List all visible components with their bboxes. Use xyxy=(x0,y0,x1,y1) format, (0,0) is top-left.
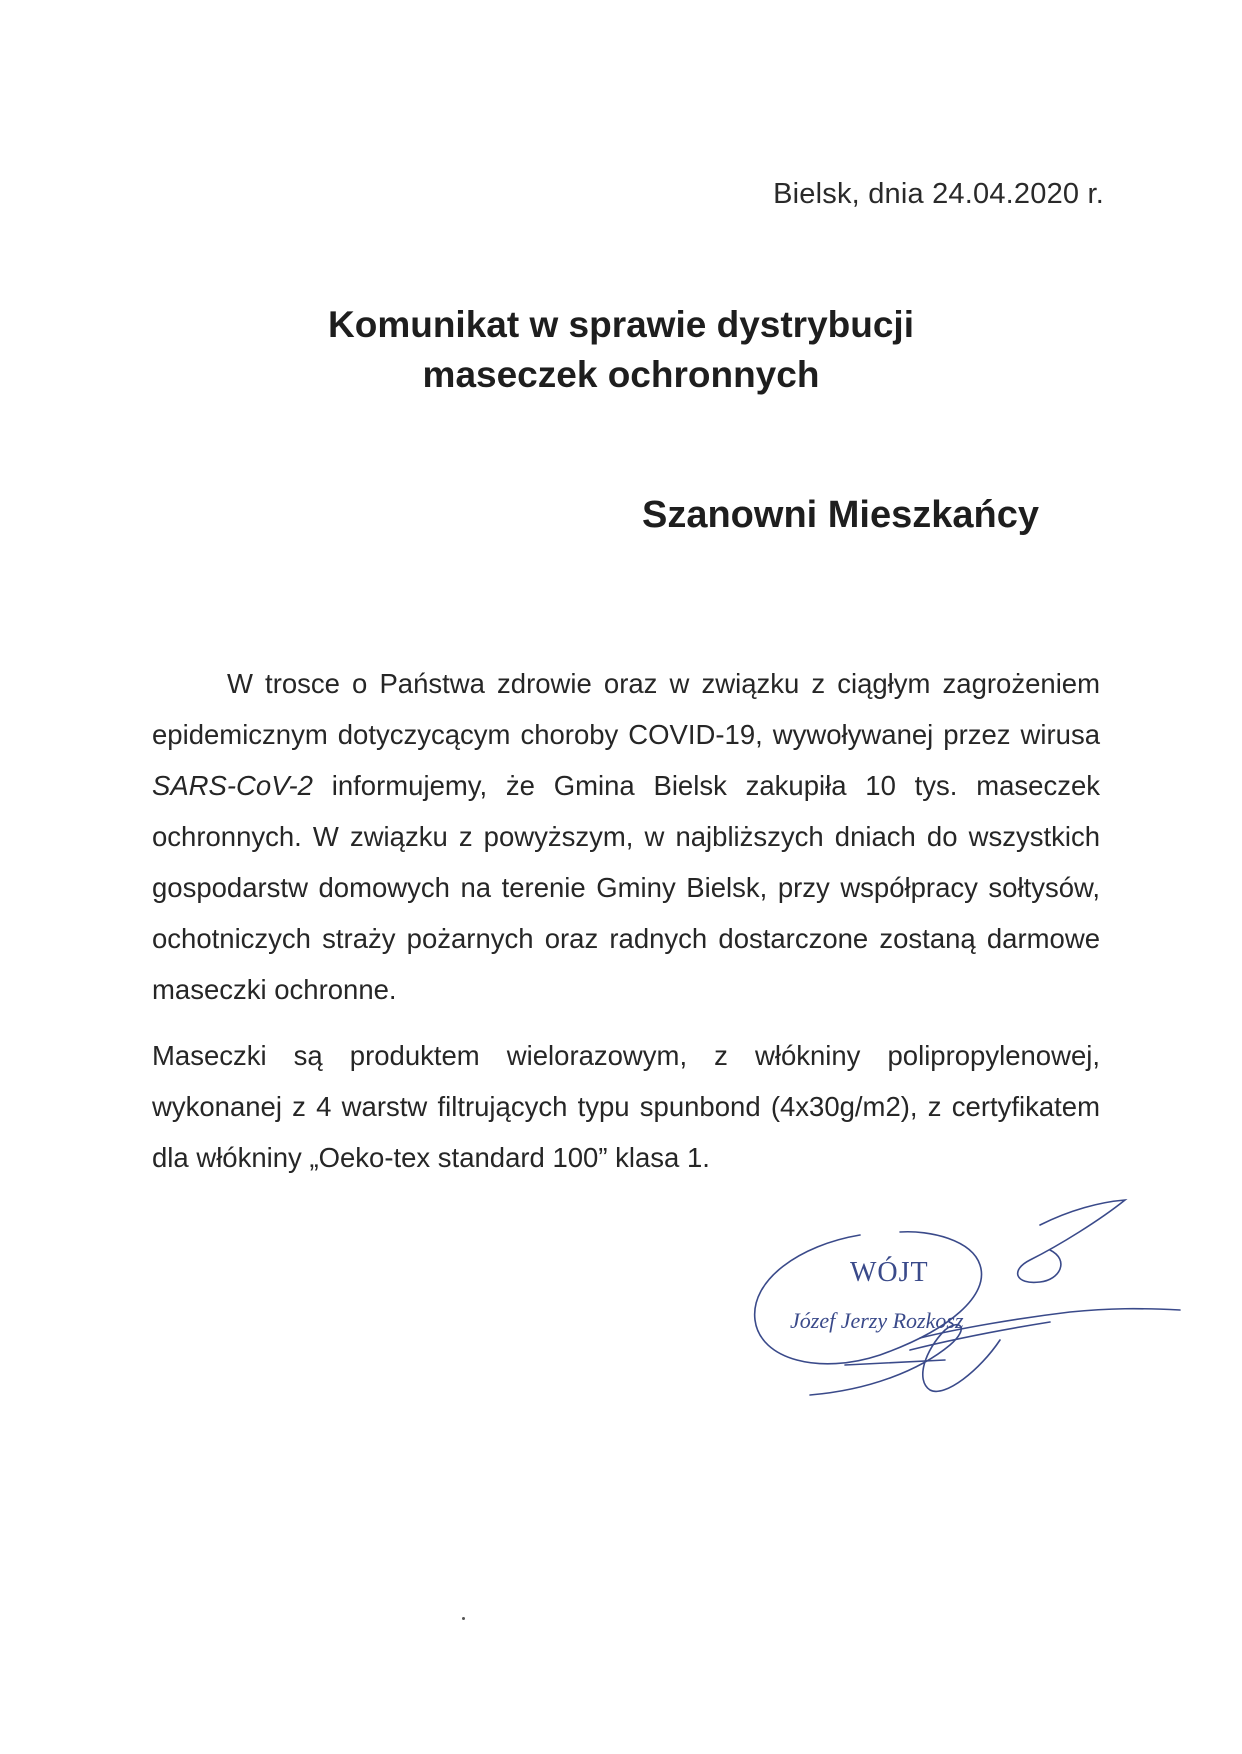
paragraph-2: Maseczki są produktem wielorazowym, z włókniny polipropylenowej, wykonanej z 4 warstw filtrujących typu spunbond (4x30g/m2), z certyfikatem dla włókniny „Oeko-tex standard 100” klasa 1. xyxy=(152,1040,1100,1173)
paragraph-1-part-1: W trosce o Państwa zdrowie oraz w związku z ciągłym zagrożeniem epidemicznym dotyczycącym choroby COVID-19, wywoływanej przez wirusa xyxy=(152,668,1100,750)
paragraph-1 xyxy=(152,658,1100,1015)
virus-name: SARS-CoV-2 xyxy=(152,770,313,801)
title-line-2: maseczek ochronnych xyxy=(422,354,820,395)
signature-scribble-icon xyxy=(740,1190,1190,1410)
stamp-name: Józef Jerzy Rozkosz xyxy=(790,1308,964,1333)
stamp-title: WÓJT xyxy=(850,1257,929,1288)
title-line-1: Komunikat w sprawie dystrybucji xyxy=(328,304,914,345)
signature-stamp xyxy=(740,1190,1190,1410)
paragraph-1-part-2: informujemy, że Gmina Bielsk zakupiła 10 tys. maseczek ochronnych. W związku z powyższym, w najbliższych dniach do wszystkich gospodarstw domowych na terenie Gminy Bielsk, przy współpracy sołtysów, ochotniczych straży pożarnych oraz radnych dostarczone zostaną darmowe maseczki ochronne. xyxy=(152,770,1100,1005)
date-line: Bielsk, dnia 24.04.2020 r. xyxy=(773,178,1104,210)
document-title xyxy=(0,300,1242,400)
scan-speck xyxy=(462,1617,465,1620)
greeting: Szanowni Mieszkańcy xyxy=(641,494,1039,536)
